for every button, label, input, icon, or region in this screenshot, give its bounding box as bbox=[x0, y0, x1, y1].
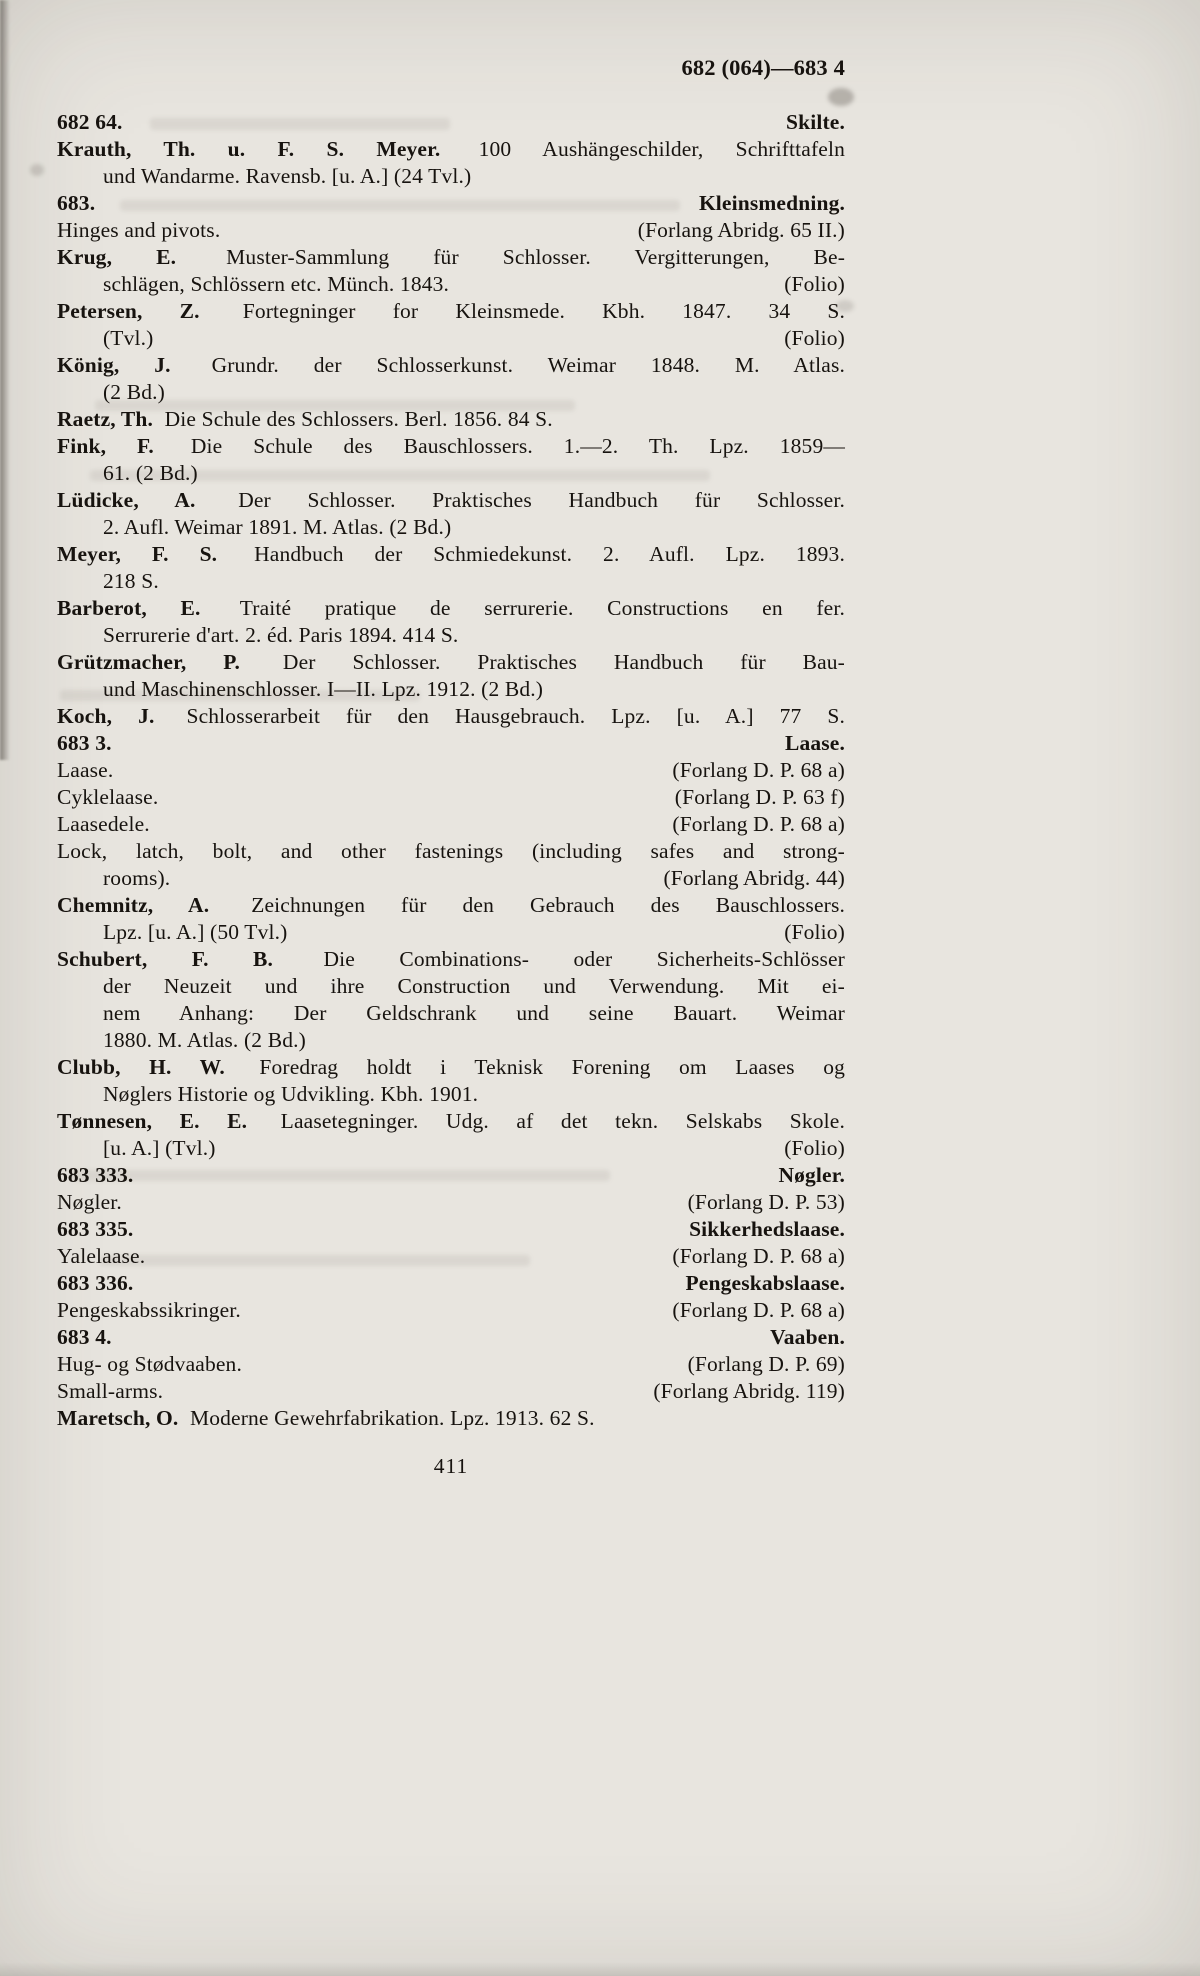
entry-line bbox=[57, 703, 845, 730]
entry-reference: (Forlang D. P. 68 a) bbox=[672, 1244, 845, 1268]
entry-text: Chemnitz, A. Zeichnungen für den Gebrauch des Bauschlossers. bbox=[57, 893, 845, 917]
entry-reference: (Folio) bbox=[784, 920, 845, 944]
entry-text bbox=[57, 730, 118, 757]
entry-line bbox=[57, 1243, 845, 1270]
entry-author: Maretsch, O. bbox=[57, 1406, 179, 1430]
entry-text: 1880. M. Atlas. (2 Bd.) bbox=[103, 1028, 306, 1052]
entry-line bbox=[57, 946, 845, 973]
entry-line bbox=[57, 1378, 845, 1405]
entry-author: Clubb, H. W. bbox=[57, 1055, 225, 1079]
entry-author: Krauth, Th. u. F. S. Meyer. bbox=[57, 137, 441, 161]
classification-number: 683. bbox=[57, 191, 96, 215]
entry-reference: (Folio) bbox=[784, 1136, 845, 1160]
entry-text: Meyer, F. S. Handbuch der Schmiedekunst. 2. Aufl. Lpz. 1893. bbox=[57, 542, 845, 566]
entry-author: Barberot, E. bbox=[57, 596, 201, 620]
entry-text: rooms). bbox=[103, 866, 171, 890]
entry-line bbox=[57, 352, 845, 379]
entry-line bbox=[57, 433, 845, 460]
page-number: 411 bbox=[433, 1454, 469, 1478]
entry-line bbox=[57, 1297, 845, 1324]
entry-text: Krug, E. Muster-Sammlung für Schlosser. Vergitterungen, Be- bbox=[57, 245, 846, 269]
entry-text: Hug- og Stødvaaben. bbox=[57, 1352, 242, 1376]
entry-text: (2 Bd.) bbox=[103, 380, 165, 404]
entry-text bbox=[57, 109, 129, 136]
entry-text: 61. (2 Bd.) bbox=[103, 461, 198, 485]
entry-text: Lüdicke, A. Der Schlosser. Praktisches Handbuch für Schlosser. bbox=[57, 488, 846, 512]
entry-line bbox=[57, 1189, 845, 1216]
entry-line bbox=[57, 1081, 845, 1108]
entry-text bbox=[57, 1324, 118, 1351]
running-header: 682 (064)—683 4 bbox=[681, 55, 845, 80]
entry-line bbox=[57, 1054, 845, 1081]
entry-author: Raetz, Th. bbox=[57, 407, 154, 431]
classification-number: 683 3. bbox=[57, 731, 112, 755]
section-title: Skilte. bbox=[786, 110, 845, 134]
scan-edge-shadow bbox=[0, 0, 10, 760]
entry-reference: (Folio) bbox=[784, 272, 845, 296]
entry-text: Cyklelaase. bbox=[57, 785, 159, 809]
entry-author: Lüdicke, A. bbox=[57, 488, 196, 512]
entry-line bbox=[57, 541, 845, 568]
entry-author: Koch, J. bbox=[57, 704, 155, 728]
entry-text bbox=[57, 1270, 139, 1297]
entry-line bbox=[57, 865, 845, 892]
entry-line bbox=[57, 784, 845, 811]
entry-line bbox=[57, 973, 845, 1000]
entry-text: Koch, J. Schlosserarbeit für den Hausgebrauch. Lpz. [u. A.] 77 S. bbox=[57, 704, 845, 728]
section-heading-line bbox=[57, 730, 845, 757]
entry-author: Krug, E. bbox=[57, 245, 177, 269]
entry-reference: (Forlang Abridg. 65 II.) bbox=[637, 218, 845, 242]
section-heading-line bbox=[57, 1216, 845, 1243]
classification-number: 682 64. bbox=[57, 110, 123, 134]
entry-text: Grützmacher, P. Der Schlosser. Praktisches Handbuch für Bau- bbox=[57, 650, 845, 674]
section-title: Laase. bbox=[784, 731, 845, 755]
entry-line bbox=[57, 676, 845, 703]
entry-line bbox=[57, 649, 845, 676]
entry-line bbox=[57, 163, 845, 190]
entry-line bbox=[57, 838, 845, 865]
entry-reference: (Forlang D. P. 69) bbox=[687, 1352, 845, 1376]
entry-text: Pengeskabssikringer. bbox=[57, 1298, 241, 1322]
entry-author: Meyer, F. S. bbox=[57, 542, 218, 566]
entry-line bbox=[57, 1405, 845, 1432]
entry-text: der Neuzeit und ihre Construction und Verwendung. Mit ei- bbox=[103, 974, 845, 998]
entry-text: Tønnesen, E. E. Laasetegninger. Udg. af det tekn. Selskabs Skole. bbox=[57, 1109, 845, 1133]
entry-line bbox=[57, 406, 845, 433]
entry-reference: (Folio) bbox=[784, 326, 845, 350]
entry-text: Small-arms. bbox=[57, 1379, 164, 1403]
entry-line bbox=[57, 1000, 845, 1027]
section-heading-line bbox=[57, 190, 845, 217]
entry-text: (Tvl.) bbox=[103, 326, 154, 350]
entry-text: [u. A.] (Tvl.) bbox=[103, 1136, 216, 1160]
section-heading-line bbox=[57, 1162, 845, 1189]
entry-reference: (Forlang D. P. 63 f) bbox=[674, 785, 845, 809]
entry-reference: (Forlang D. P. 53) bbox=[687, 1190, 845, 1214]
entry-text: Serrurerie d'art. 2. éd. Paris 1894. 414 S. bbox=[103, 623, 459, 647]
entry-line bbox=[57, 514, 845, 541]
entry-text: 2. Aufl. Weimar 1891. M. Atlas. (2 Bd.) bbox=[103, 515, 452, 539]
section-title: Sikkerhedslaase. bbox=[689, 1217, 845, 1241]
section-title: Nøgler. bbox=[778, 1163, 845, 1187]
scan-edge-shadow-bottom bbox=[0, 1962, 1200, 1976]
entry-reference: (Forlang D. P. 68 a) bbox=[672, 758, 845, 782]
entry-text: und Wandarme. Ravensb. [u. A.] (24 Tvl.) bbox=[103, 164, 472, 188]
entry-line bbox=[57, 244, 845, 271]
entry-author: Schubert, F. B. bbox=[57, 947, 274, 971]
entry-text: Raetz, Th. Die Schule des Schlossers. Berl. 1856. 84 S. bbox=[57, 407, 553, 431]
entry-line bbox=[57, 811, 845, 838]
entry-line bbox=[57, 622, 845, 649]
entry-text: Clubb, H. W. Foredrag holdt i Teknisk Forening om Laases og bbox=[57, 1055, 845, 1079]
entry-text: Yalelaase. bbox=[57, 1244, 146, 1268]
entry-author: Petersen, Z. bbox=[57, 299, 200, 323]
entry-line bbox=[57, 217, 845, 244]
entry-line bbox=[57, 568, 845, 595]
classification-number: 683 335. bbox=[57, 1217, 134, 1241]
entry-line bbox=[57, 1108, 845, 1135]
entry-text: Laase. bbox=[57, 758, 114, 782]
entry-author: Tønnesen, E. E. bbox=[57, 1109, 248, 1133]
scan-artifact bbox=[30, 164, 44, 176]
entry-line bbox=[57, 487, 845, 514]
section-heading-line bbox=[57, 109, 845, 136]
entry-text: Lpz. [u. A.] (50 Tvl.) bbox=[103, 920, 288, 944]
entry-text: und Maschinenschlosser. I—II. Lpz. 1912. (2 Bd.) bbox=[103, 677, 544, 701]
entry-text: Maretsch, O. Moderne Gewehrfabrikation. Lpz. 1913. 62 S. bbox=[57, 1406, 595, 1430]
entry-line bbox=[57, 595, 845, 622]
entry-text: Barberot, E. Traité pratique de serrurerie. Constructions en fer. bbox=[57, 596, 845, 620]
entry-text: Nøgler. bbox=[57, 1190, 122, 1214]
entry-reference: (Forlang Abridg. 44) bbox=[663, 866, 845, 890]
entry-author: Fink, F. bbox=[57, 434, 154, 458]
entry-line bbox=[57, 271, 845, 298]
entry-line bbox=[57, 757, 845, 784]
entry-text: Laasedele. bbox=[57, 812, 150, 836]
classification-number: 683 4. bbox=[57, 1325, 112, 1349]
section-heading-line bbox=[57, 1324, 845, 1351]
entry-line bbox=[57, 1027, 845, 1054]
entry-reference: (Forlang Abridg. 119) bbox=[653, 1379, 845, 1403]
text-column bbox=[57, 54, 845, 1480]
entry-text: König, J. Grundr. der Schlosserkunst. Weimar 1848. M. Atlas. bbox=[57, 353, 845, 377]
entry-text: nem Anhang: Der Geldschrank und seine Bauart. Weimar bbox=[103, 1001, 845, 1025]
entry-line bbox=[57, 460, 845, 487]
entry-reference: (Forlang D. P. 68 a) bbox=[672, 812, 845, 836]
section-title: Vaaben. bbox=[770, 1325, 845, 1349]
entry-text: 218 S. bbox=[103, 569, 159, 593]
bibliography-entries bbox=[57, 109, 845, 1432]
entry-text: schlägen, Schlössern etc. Münch. 1843. bbox=[103, 272, 450, 296]
entry-author: Chemnitz, A. bbox=[57, 893, 210, 917]
entry-line bbox=[57, 919, 845, 946]
entry-line bbox=[57, 136, 845, 163]
entry-text: Lock, latch, bolt, and other fastenings (including safes and strong- bbox=[57, 839, 845, 863]
entry-line bbox=[57, 379, 845, 406]
entry-text bbox=[57, 1216, 139, 1243]
entry-text bbox=[57, 190, 101, 217]
entry-line bbox=[57, 298, 845, 325]
entry-text: Hinges and pivots. bbox=[57, 218, 221, 242]
entry-text: Nøglers Historie og Udvikling. Kbh. 1901. bbox=[103, 1082, 479, 1106]
entry-line bbox=[57, 325, 845, 352]
entry-reference: (Forlang D. P. 68 a) bbox=[672, 1298, 845, 1322]
entry-text: Fink, F. Die Schule des Bauschlossers. 1.—2. Th. Lpz. 1859— bbox=[57, 434, 846, 458]
section-title: Pengeskabslaase. bbox=[685, 1271, 845, 1295]
classification-number: 683 336. bbox=[57, 1271, 134, 1295]
entry-line bbox=[57, 892, 845, 919]
section-heading-line bbox=[57, 1270, 845, 1297]
entry-author: König, J. bbox=[57, 353, 171, 377]
section-title: Kleinsmedning. bbox=[698, 191, 845, 215]
entry-text bbox=[57, 1162, 139, 1189]
entry-author: Grützmacher, P. bbox=[57, 650, 241, 674]
entry-line bbox=[57, 1135, 845, 1162]
entry-text: Petersen, Z. Fortegninger for Kleinsmede. Kbh. 1847. 34 S. bbox=[57, 299, 845, 323]
entry-text: Krauth, Th. u. F. S. Meyer. 100 Aushängeschilder, Schrifttafeln bbox=[57, 137, 845, 161]
entry-text: Schubert, F. B. Die Combinations- oder Sicherheits-Schlösser bbox=[57, 947, 845, 971]
classification-number: 683 333. bbox=[57, 1163, 134, 1187]
entry-line bbox=[57, 1351, 845, 1378]
